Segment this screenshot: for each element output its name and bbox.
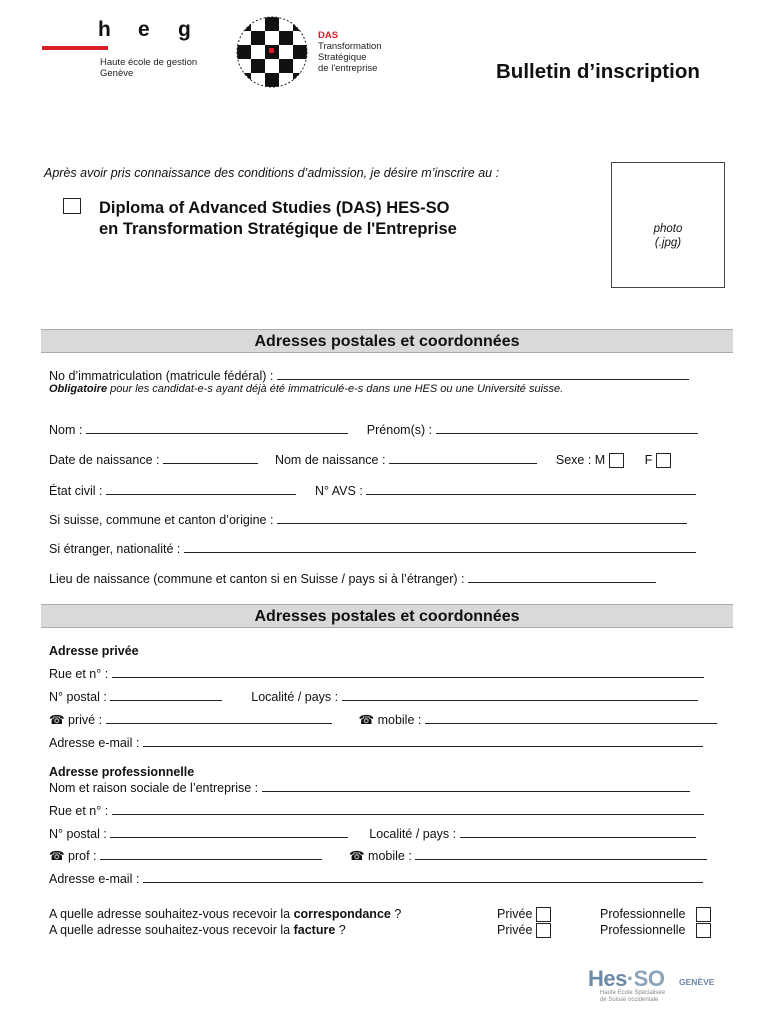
pro-npa-label: N° postal : [49, 827, 107, 841]
localite-label: Localité / pays : [251, 690, 339, 704]
pro-localite-field[interactable] [460, 826, 696, 838]
hes-text: Hes [588, 966, 627, 991]
nom-row [49, 422, 698, 437]
prenom-field[interactable] [436, 422, 698, 434]
heg-logo-subtitle [100, 57, 197, 79]
suisse-label: Si suisse, commune et canton d’origine : [49, 513, 274, 527]
pro-rue-label: Rue et n° : [49, 804, 109, 818]
immat-field[interactable] [277, 368, 689, 380]
das-logo-text [318, 30, 382, 74]
etat-civil-label: État civil : [49, 484, 103, 498]
avs-field[interactable] [366, 483, 696, 495]
pro-email-row [49, 871, 703, 886]
diploma-checkbox[interactable] [63, 198, 81, 214]
section-header-1: Adresses postales et coordonnées [41, 329, 733, 353]
q1-privee-checkbox[interactable] [536, 907, 551, 922]
email-row [49, 735, 703, 750]
raison-row [49, 780, 690, 795]
q1-post: ? [390, 907, 402, 921]
pro-mobile-field[interactable] [415, 848, 707, 860]
so-text: ·SO [626, 966, 665, 991]
das-line2: Stratégique [318, 52, 367, 63]
hes-sub-line1: Haute Ecole Spécialisée [600, 990, 666, 996]
q2-pro-label: Professionnelle [600, 923, 686, 937]
q2-pre: A quelle adresse souhaitez-vous recevoir la [49, 923, 294, 937]
sexe-f-checkbox[interactable] [656, 453, 671, 468]
sexe-m-checkbox[interactable] [609, 453, 624, 468]
photo-box[interactable] [611, 162, 725, 288]
date-naissance-label: Date de naissance : [49, 453, 160, 467]
question-facture [49, 923, 346, 937]
date-naissance-field[interactable] [163, 452, 258, 464]
pro-email-label: Adresse e-mail : [49, 872, 140, 886]
diploma-line2: en Transformation Stratégique de l'Entreprise [99, 220, 457, 238]
obligatoire-note [49, 383, 563, 395]
tel-prive-field[interactable] [106, 712, 332, 724]
raison-label: Nom et raison sociale de l’entreprise : [49, 781, 259, 795]
photo-placeholder [612, 222, 724, 250]
naissance-row [49, 452, 671, 468]
tel-prof-field[interactable] [100, 848, 322, 860]
pro-localite-label: Localité / pays : [369, 827, 457, 841]
intro-text: Après avoir pris connaissance des conditions d’admission, je désire m’inscrire au : [44, 166, 500, 180]
nom-field[interactable] [86, 422, 348, 434]
q2-privee-label: Privée [497, 923, 533, 937]
avs-label: N° AVS : [314, 484, 363, 498]
etranger-label: Si étranger, nationalité : [49, 542, 181, 556]
q2-pro-checkbox[interactable] [696, 923, 711, 938]
etranger-row [49, 541, 696, 556]
photo-line2: (.jpg) [654, 237, 682, 249]
sexe-label: Sexe : M [555, 453, 606, 467]
pro-npa-field[interactable] [110, 826, 348, 838]
rue-row [49, 666, 704, 681]
page-title: Bulletin d’inscription [496, 60, 700, 83]
sexe-f-label: F [644, 453, 653, 467]
section-header-2: Adresses postales et coordonnées [41, 604, 733, 628]
q1-bold: correspondance [293, 907, 391, 921]
q1-pro-checkbox[interactable] [696, 907, 711, 922]
npa-field[interactable] [110, 689, 222, 701]
q1-pre: A quelle adresse souhaitez-vous recevoir la [49, 907, 294, 921]
npa-label: N° postal : [49, 690, 107, 704]
q1-pro-option [600, 907, 711, 922]
das-checkerboard-logo [232, 16, 312, 88]
pro-rue-row [49, 803, 704, 818]
heg-logo-bar [42, 46, 108, 50]
email-label: Adresse e-mail : [49, 736, 140, 750]
pro-mobile-label: ☎ mobile : [348, 849, 412, 863]
q1-privee-option [497, 907, 551, 922]
das-label: DAS [318, 30, 339, 41]
suisse-field[interactable] [277, 512, 687, 524]
heg-logo-letters [98, 18, 218, 42]
etat-civil-field[interactable] [106, 483, 296, 495]
lieu-row [49, 571, 656, 586]
nom-label: Nom : [49, 423, 83, 437]
q1-pro-label: Professionnelle [600, 907, 686, 921]
hes-sub-line2: de Suisse occidentale [600, 997, 659, 1003]
q2-pro-option [600, 923, 711, 938]
suisse-row [49, 512, 687, 527]
pro-rue-field[interactable] [112, 803, 704, 815]
immat-row [49, 368, 689, 383]
photo-line1: photo [653, 223, 683, 235]
localite-field[interactable] [342, 689, 698, 701]
heg-sub-line2: Genève [100, 68, 134, 79]
das-line3: de l'entreprise [318, 63, 378, 74]
q2-bold: facture [293, 923, 336, 937]
hes-so-subtitle [600, 990, 665, 1004]
rue-field[interactable] [112, 666, 704, 678]
q2-privee-option [497, 923, 551, 938]
heg-letter-g: g [178, 18, 191, 41]
tel-mobile-field[interactable] [425, 712, 717, 724]
tel-prive-label: ☎ privé : [49, 713, 103, 727]
q2-privee-checkbox[interactable] [536, 923, 551, 938]
etranger-field[interactable] [184, 541, 696, 553]
heg-letter-h: h [98, 18, 111, 41]
prenom-label: Prénom(s) : [366, 423, 433, 437]
obligatoire-bold: Obligatoire [49, 383, 108, 395]
das-line1: Transformation [318, 41, 382, 52]
obligatoire-rest: pour les candidat-e-s ayant déjà été immatriculé-e-s dans une HES ou une Université suisse. [107, 383, 564, 395]
adresse-pro-title: Adresse professionnelle [49, 765, 195, 779]
hes-geneve-text: GENÈVE [679, 977, 715, 987]
q1-privee-label: Privée [497, 907, 533, 921]
immat-label: No d’immatriculation (matricule fédéral) : [49, 369, 274, 383]
nom-naissance-label: Nom de naissance : [274, 453, 386, 467]
tel-prive-row [49, 712, 717, 727]
tel-prof-row [49, 848, 707, 863]
raison-field[interactable] [262, 780, 690, 792]
hes-so-logo [588, 966, 664, 992]
pro-email-field[interactable] [143, 871, 703, 883]
heg-letter-e: e [138, 18, 150, 41]
lieu-label: Lieu de naissance (commune et canton si en Suisse / pays si à l’étranger) : [49, 572, 465, 586]
heg-sub-line1: Haute école de gestion [100, 57, 198, 68]
tel-mobile-label: ☎ mobile : [358, 713, 422, 727]
q2-post: ? [335, 923, 346, 937]
lieu-field[interactable] [468, 571, 656, 583]
diploma-line1: Diploma of Advanced Studies (DAS) HES-SO [99, 199, 450, 217]
email-field[interactable] [143, 735, 703, 747]
tel-prof-label: ☎ prof : [49, 849, 97, 863]
npa-row [49, 689, 698, 704]
question-correspondance [49, 907, 401, 921]
nom-naissance-field[interactable] [389, 452, 537, 464]
diploma-title [99, 198, 457, 240]
pro-npa-row [49, 826, 696, 841]
etat-civil-row [49, 483, 696, 498]
rue-label: Rue et n° : [49, 667, 109, 681]
adresse-privee-title: Adresse privée [49, 644, 139, 658]
